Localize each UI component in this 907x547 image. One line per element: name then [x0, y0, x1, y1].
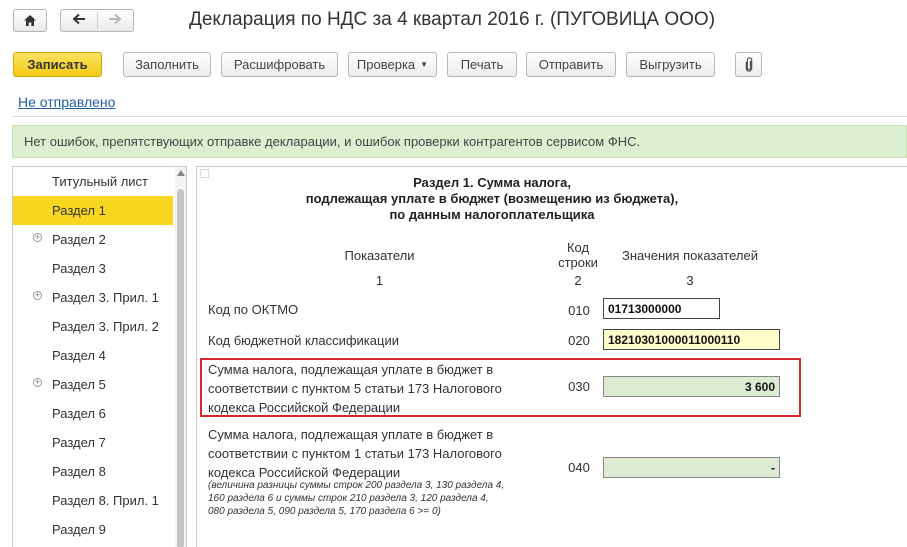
command-bar: [0, 52, 907, 78]
sidebar-item[interactable]: [13, 167, 173, 196]
sidebar-item-label: Раздел 1: [52, 203, 106, 218]
sidebar-item[interactable]: [13, 283, 173, 312]
sidebar-item-label: Раздел 5: [52, 377, 106, 392]
column-header-values: Значения показателей: [622, 248, 758, 263]
sidebar-item-label: Раздел 7: [52, 435, 106, 450]
export-button[interactable]: Выгрузить: [626, 52, 715, 77]
validation-notice: Нет ошибок, препятствующих отправке декларации, и ошибок проверки контрагентов сервисом ФНС.: [12, 125, 907, 158]
sidebar-item-label: Титульный лист: [52, 174, 149, 189]
forward-button[interactable]: [97, 12, 133, 29]
fill-button[interactable]: Заполнить: [123, 52, 211, 77]
history-nav: [60, 9, 134, 32]
column-number: 1: [375, 273, 384, 288]
save-button[interactable]: Записать: [13, 52, 102, 77]
sidebar-item[interactable]: [13, 312, 173, 341]
sidebar-item[interactable]: [13, 428, 173, 457]
sidebar-item-label: Раздел 9: [52, 522, 106, 537]
plus-circle-icon[interactable]: +: [34, 232, 41, 242]
row-label-line: кодекса Российской Федерации: [208, 400, 401, 415]
paperclip-icon: [745, 57, 753, 72]
kbk-field[interactable]: 18210301000011000110: [603, 329, 780, 350]
form-corner: [200, 169, 209, 178]
row-040-note: [208, 479, 504, 518]
sidebar-item[interactable]: [13, 486, 173, 515]
row-label-line: соответствии с пунктом 1 статьи 173 Налогового: [208, 446, 502, 461]
attach-button[interactable]: [735, 52, 762, 77]
row-label-030: [208, 360, 502, 417]
note-line: (величина разницы суммы строк 200 раздела 3, 130 раздела 4,: [208, 480, 505, 491]
check-dropdown-button[interactable]: [348, 52, 437, 77]
back-button[interactable]: [61, 12, 97, 29]
section-form: [196, 166, 907, 547]
column-header-code-line: строки: [558, 255, 598, 270]
caret-down-icon: ▼: [420, 60, 429, 69]
row-code: 030: [568, 379, 590, 394]
home-icon: [23, 14, 37, 27]
section-title-line: по данным налогоплательщика: [389, 207, 595, 222]
sidebar-item[interactable]: [13, 457, 173, 486]
sidebar-item[interactable]: [13, 515, 173, 544]
send-status-link[interactable]: Не отправлено: [18, 94, 116, 110]
check-button-label: Проверка: [356, 57, 416, 72]
sidebar-item[interactable]: [13, 341, 173, 370]
sidebar-item-label: Раздел 6: [52, 406, 106, 421]
oktmo-field[interactable]: 01713000000: [603, 298, 720, 319]
sidebar-item[interactable]: [13, 399, 173, 428]
sections-sidebar: [12, 166, 187, 547]
home-button[interactable]: [13, 9, 47, 32]
sidebar-item-label: Раздел 4: [52, 348, 106, 363]
section-title-line: Раздел 1. Сумма налога,: [413, 175, 571, 190]
row-label-line: соответствии с пунктом 5 статьи 173 Налогового: [208, 381, 502, 396]
decode-button[interactable]: Расшифровать: [221, 52, 338, 77]
row-label-line: Сумма налога, подлежащая уплате в бюджет в: [208, 427, 494, 442]
sidebar-item-label: Раздел 8. Прил. 1: [52, 493, 159, 508]
column-number: 3: [686, 273, 694, 288]
row-label-line: Сумма налога, подлежащая уплате в бюджет в: [208, 362, 494, 377]
sidebar-item[interactable]: [13, 196, 173, 225]
note-line: 160 раздела 6 и суммы строк 210 раздела 3, 120 раздела 4,: [208, 493, 489, 504]
tax-amount-030-field[interactable]: 3 600: [603, 376, 780, 397]
sidebar-item-label: Раздел 3: [52, 261, 106, 276]
top-bar: [0, 0, 907, 45]
row-code: 040: [568, 460, 590, 475]
sidebar-item-label: Раздел 2: [52, 232, 106, 247]
row-label-line: кодекса Российской Федерации: [208, 465, 401, 480]
plus-circle-icon[interactable]: +: [34, 377, 41, 387]
row-label-040: [208, 425, 502, 482]
send-button[interactable]: Отправить: [526, 52, 616, 77]
row-code: 010: [568, 303, 590, 318]
plus-circle-icon[interactable]: +: [34, 290, 41, 300]
section-title-line: подлежащая уплате в бюджет (возмещению из бюджета),: [305, 191, 679, 206]
column-header-code-line: Код: [566, 240, 590, 255]
sidebar-item-label: Раздел 8: [52, 464, 106, 479]
arrow-right-icon: [108, 13, 122, 25]
section-title: [292, 175, 692, 223]
scroll-thumb[interactable]: [177, 189, 184, 547]
arrow-left-icon: [72, 13, 86, 25]
note-line: 080 раздела 5, 090 раздела 5, 170 раздела 6 >= 0): [208, 506, 441, 517]
column-header-code: [552, 240, 604, 270]
print-button[interactable]: Печать: [447, 52, 517, 77]
row-label-kbk: Код бюджетной классификации: [208, 333, 399, 348]
column-header-indicators: Показатели: [344, 248, 415, 263]
scroll-up-icon[interactable]: [177, 170, 185, 176]
sidebar-item[interactable]: [13, 225, 173, 254]
row-code: 020: [568, 333, 590, 348]
row-label-oktmo: Код по ОКТМО: [208, 302, 299, 317]
sidebar-item[interactable]: [13, 370, 173, 399]
tax-amount-040-field[interactable]: -: [603, 457, 780, 478]
sidebar-item[interactable]: [13, 254, 173, 283]
sidebar-item-label: Раздел 3. Прил. 2: [52, 319, 159, 334]
sidebar-scrollbar[interactable]: [175, 167, 187, 547]
column-number: 2: [574, 273, 582, 288]
divider: [12, 116, 907, 117]
sidebar-item-label: Раздел 3. Прил. 1: [52, 290, 159, 305]
document-title: Декларация по НДС за 4 квартал 2016 г. (ПУГОВИЦА ООО): [189, 9, 716, 30]
